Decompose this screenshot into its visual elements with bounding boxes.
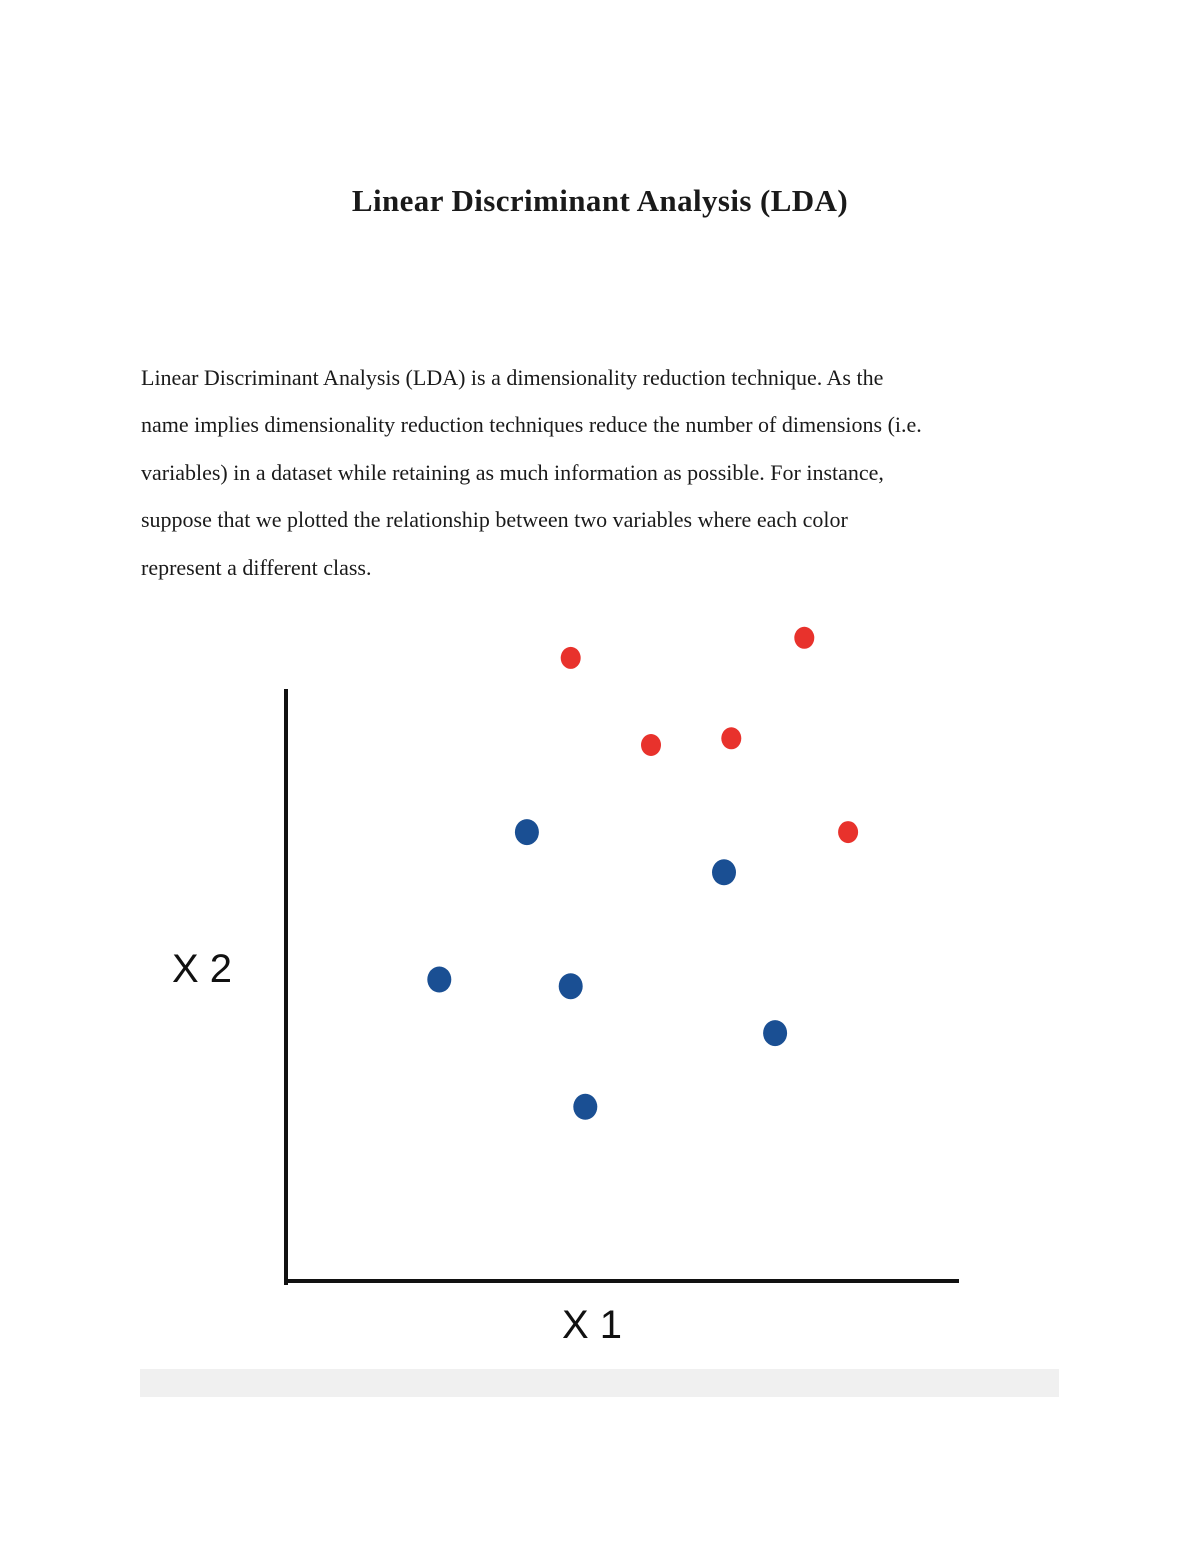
page-title: Linear Discriminant Analysis (LDA)	[351, 183, 849, 218]
data-points	[427, 627, 858, 1120]
blue-point-1	[515, 819, 539, 845]
blue-point-3	[427, 967, 451, 993]
blue-point-2	[712, 859, 736, 885]
blue-point-4	[559, 973, 583, 999]
blue-point-5	[763, 1020, 787, 1046]
paragraph-line: represent a different class.	[141, 554, 372, 580]
divider-bar	[140, 1369, 1059, 1397]
blue-point-6	[573, 1094, 597, 1120]
paragraph-line: suppose that we plotted the relationship between two variables where each color	[141, 507, 848, 533]
red-point-3	[641, 734, 661, 756]
paragraph-line: variables) in a dataset while retaining as much information as possible. For instance,	[141, 459, 884, 485]
y-axis-label: X 2	[172, 947, 233, 991]
red-point-4	[721, 727, 741, 749]
red-point-2	[794, 627, 814, 649]
red-point-1	[561, 647, 581, 669]
paragraph-line: name implies dimensionality reduction techniques reduce the number of dimensions (i.e.	[141, 412, 922, 438]
red-point-5	[838, 821, 858, 843]
paragraph-line: Linear Discriminant Analysis (LDA) is a dimensionality reduction technique. As the	[141, 365, 884, 390]
intro-paragraph	[141, 354, 1071, 591]
x-axis-label: X 1	[562, 1303, 623, 1347]
